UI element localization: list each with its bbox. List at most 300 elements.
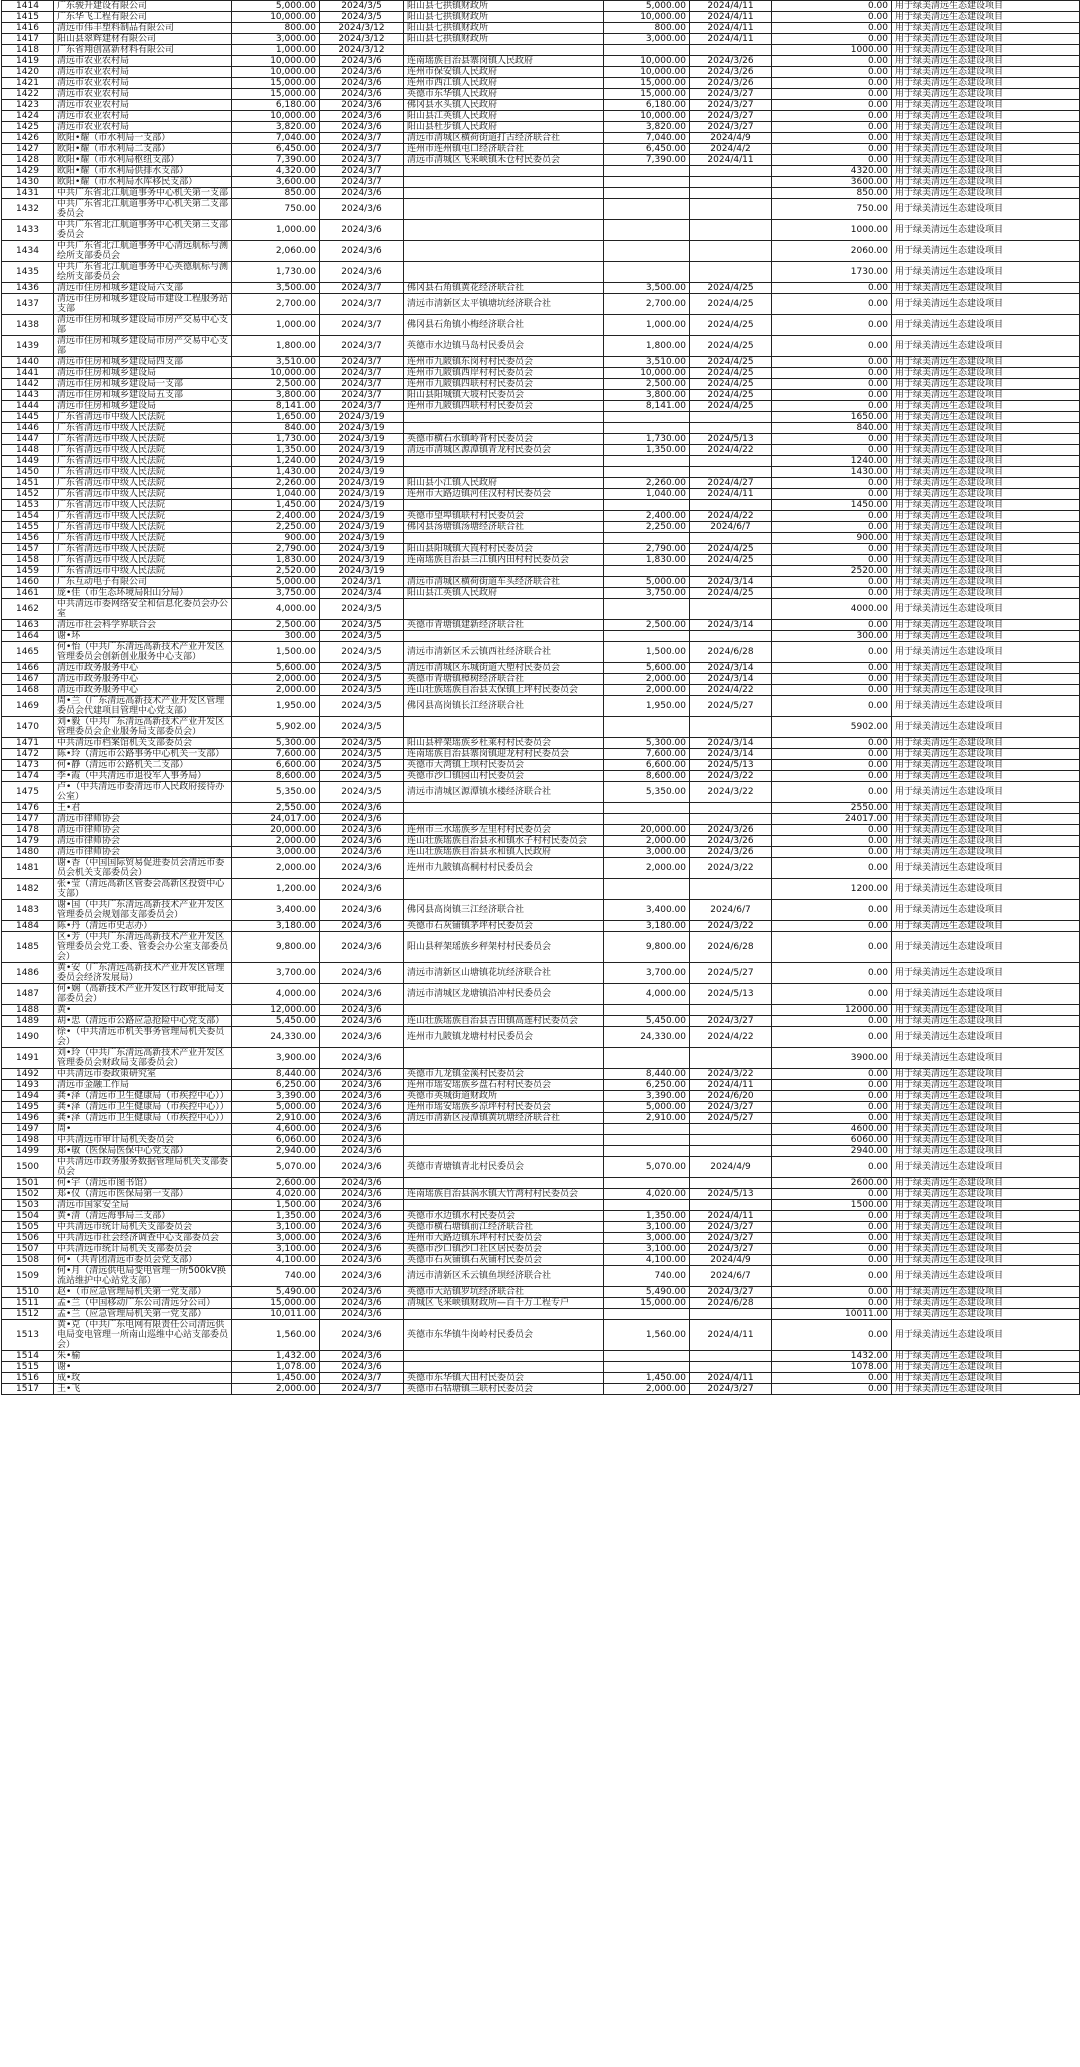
donation-amount-cell: 10,000.00 bbox=[232, 368, 320, 379]
donor-name-cell: 广东省清远市中级人民法院 bbox=[54, 555, 232, 566]
allocation-date-cell: 2024/3/14 bbox=[690, 738, 772, 749]
donor-name-cell: 广东骏升建设有限公司 bbox=[54, 1, 232, 12]
donor-name-cell: 中共广东省北江航道事务中心机关第二支部委员会 bbox=[54, 199, 232, 220]
donor-name-cell: 清远市住房和城乡建设局市房产交易中心支部 bbox=[54, 315, 232, 336]
recipient-cell: 连州市大路边镇东坪村村民委员会 bbox=[404, 1233, 604, 1244]
allocation-date-cell: 2024/3/26 bbox=[690, 847, 772, 858]
table-row bbox=[2, 489, 1080, 500]
allocated-amount-cell: 1,560.00 bbox=[604, 1320, 690, 1351]
purpose-cell: 用于绿美清远生态建设项目 bbox=[892, 631, 1080, 642]
allocation-date-cell: 2024/6/28 bbox=[690, 1298, 772, 1309]
allocation-date-cell: 2024/4/25 bbox=[690, 390, 772, 401]
row-number-cell: 1488 bbox=[2, 1005, 54, 1016]
allocated-amount-cell bbox=[604, 631, 690, 642]
donation-amount-cell: 3,000.00 bbox=[232, 847, 320, 858]
remaining-amount-cell: 0.00 bbox=[772, 685, 892, 696]
purpose-cell: 用于绿美清远生态建设项目 bbox=[892, 984, 1080, 1005]
table-row bbox=[2, 133, 1080, 144]
table-row bbox=[2, 23, 1080, 34]
row-number-cell: 1458 bbox=[2, 555, 54, 566]
row-number-cell: 1498 bbox=[2, 1135, 54, 1146]
allocation-date-cell: 2024/4/11 bbox=[690, 23, 772, 34]
allocated-amount-cell: 8,440.00 bbox=[604, 1069, 690, 1080]
donation-date-cell: 2024/3/19 bbox=[320, 522, 404, 533]
allocated-amount-cell: 3,390.00 bbox=[604, 1091, 690, 1102]
row-number-cell: 1415 bbox=[2, 12, 54, 23]
donation-amount-cell: 1,432.00 bbox=[232, 1351, 320, 1362]
purpose-cell: 用于绿美清远生态建设项目 bbox=[892, 111, 1080, 122]
recipient-cell: 连山壮族瑶族自治县永和镇人民政府 bbox=[404, 847, 604, 858]
table-row bbox=[2, 1351, 1080, 1362]
donation-amount-cell: 1,500.00 bbox=[232, 642, 320, 663]
purpose-cell: 用于绿美清远生态建设项目 bbox=[892, 1298, 1080, 1309]
remaining-amount-cell: 1650.00 bbox=[772, 412, 892, 423]
table-row bbox=[2, 401, 1080, 412]
donation-amount-cell: 15,000.00 bbox=[232, 89, 320, 100]
donation-amount-cell: 15,000.00 bbox=[232, 1298, 320, 1309]
purpose-cell: 用于绿美清远生态建设项目 bbox=[892, 56, 1080, 67]
donor-name-cell: 中共清远市审计局机关委员会 bbox=[54, 1135, 232, 1146]
remaining-amount-cell: 0.00 bbox=[772, 294, 892, 315]
donation-amount-cell: 8,440.00 bbox=[232, 1069, 320, 1080]
donor-name-cell: 谢•环 bbox=[54, 631, 232, 642]
donation-date-cell: 2024/3/19 bbox=[320, 478, 404, 489]
allocated-amount-cell bbox=[604, 500, 690, 511]
donor-name-cell: 中共清远市委政策研究室 bbox=[54, 1069, 232, 1080]
donation-date-cell: 2024/3/7 bbox=[320, 357, 404, 368]
row-number-cell: 1430 bbox=[2, 177, 54, 188]
recipient-cell: 阳山县杜步镇人民政府 bbox=[404, 122, 604, 133]
allocated-amount-cell: 15,000.00 bbox=[604, 1298, 690, 1309]
allocation-date-cell: 2024/4/25 bbox=[690, 283, 772, 294]
allocated-amount-cell: 10,000.00 bbox=[604, 368, 690, 379]
purpose-cell: 用于绿美清远生态建设项目 bbox=[892, 379, 1080, 390]
donor-name-cell: 陈•丹（清远市史志办） bbox=[54, 921, 232, 932]
remaining-amount-cell: 0.00 bbox=[772, 522, 892, 533]
donation-date-cell: 2024/3/6 bbox=[320, 1005, 404, 1016]
table-row bbox=[2, 1233, 1080, 1244]
remaining-amount-cell: 0.00 bbox=[772, 1244, 892, 1255]
recipient-cell: 英德市水边镇马岛村民委员会 bbox=[404, 336, 604, 357]
recipient-cell bbox=[404, 166, 604, 177]
remaining-amount-cell: 0.00 bbox=[772, 555, 892, 566]
remaining-amount-cell: 0.00 bbox=[772, 34, 892, 45]
allocation-date-cell: 2024/5/13 bbox=[690, 434, 772, 445]
recipient-cell: 连州市九陂镇龙塘村村民委员会 bbox=[404, 1027, 604, 1048]
donation-amount-cell: 3,820.00 bbox=[232, 122, 320, 133]
donor-name-cell: 清远市政务服务中心 bbox=[54, 663, 232, 674]
allocation-date-cell bbox=[690, 423, 772, 434]
allocated-amount-cell: 1,800.00 bbox=[604, 336, 690, 357]
donation-amount-cell: 2,940.00 bbox=[232, 1146, 320, 1157]
allocated-amount-cell bbox=[604, 412, 690, 423]
purpose-cell: 用于绿美清远生态建设项目 bbox=[892, 1384, 1080, 1395]
allocated-amount-cell: 20,000.00 bbox=[604, 825, 690, 836]
purpose-cell: 用于绿美清远生态建设项目 bbox=[892, 1320, 1080, 1351]
row-number-cell: 1445 bbox=[2, 412, 54, 423]
purpose-cell: 用于绿美清远生态建设项目 bbox=[892, 1351, 1080, 1362]
row-number-cell: 1486 bbox=[2, 963, 54, 984]
allocated-amount-cell bbox=[604, 1124, 690, 1135]
donor-name-cell: 陈•玲（清远市公路事务中心机关一支部） bbox=[54, 749, 232, 760]
allocated-amount-cell: 1,000.00 bbox=[604, 315, 690, 336]
donor-name-cell: 龚•泽（清远市卫生健康局（市疾控中心）） bbox=[54, 1091, 232, 1102]
purpose-cell: 用于绿美清远生态建设项目 bbox=[892, 357, 1080, 368]
table-row bbox=[2, 1080, 1080, 1091]
table-row bbox=[2, 283, 1080, 294]
row-number-cell: 1457 bbox=[2, 544, 54, 555]
row-number-cell: 1446 bbox=[2, 423, 54, 434]
remaining-amount-cell: 0.00 bbox=[772, 89, 892, 100]
recipient-cell: 清远市清城区源潭镇青龙村民委员会 bbox=[404, 445, 604, 456]
remaining-amount-cell: 0.00 bbox=[772, 858, 892, 879]
donor-name-cell: 中共清远市委网络安全和信息化委员会办公室 bbox=[54, 599, 232, 620]
donation-date-cell: 2024/3/7 bbox=[320, 336, 404, 357]
purpose-cell: 用于绿美清远生态建设项目 bbox=[892, 1113, 1080, 1124]
donation-amount-cell: 6,450.00 bbox=[232, 144, 320, 155]
donation-amount-cell: 4,320.00 bbox=[232, 166, 320, 177]
remaining-amount-cell: 0.00 bbox=[772, 674, 892, 685]
row-number-cell: 1441 bbox=[2, 368, 54, 379]
table-row bbox=[2, 984, 1080, 1005]
table-row bbox=[2, 1027, 1080, 1048]
allocated-amount-cell: 4,100.00 bbox=[604, 1255, 690, 1266]
allocated-amount-cell: 740.00 bbox=[604, 1266, 690, 1287]
table-row bbox=[2, 412, 1080, 423]
donation-date-cell: 2024/3/6 bbox=[320, 1298, 404, 1309]
remaining-amount-cell: 0.00 bbox=[772, 900, 892, 921]
row-number-cell: 1507 bbox=[2, 1244, 54, 1255]
donation-date-cell: 2024/3/7 bbox=[320, 294, 404, 315]
donation-amount-cell: 1,200.00 bbox=[232, 879, 320, 900]
recipient-cell: 清远市清新区浸潭镇黄坑塘经济联合社 bbox=[404, 1113, 604, 1124]
donation-amount-cell: 2,910.00 bbox=[232, 1113, 320, 1124]
donation-date-cell: 2024/3/6 bbox=[320, 89, 404, 100]
purpose-cell: 用于绿美清远生态建设项目 bbox=[892, 782, 1080, 803]
donation-date-cell: 2024/3/5 bbox=[320, 749, 404, 760]
allocation-date-cell bbox=[690, 188, 772, 199]
donation-amount-cell: 2,000.00 bbox=[232, 674, 320, 685]
donor-name-cell: 欧阳•耀（市水利局二支部） bbox=[54, 144, 232, 155]
remaining-amount-cell: 0.00 bbox=[772, 1298, 892, 1309]
donor-name-cell: 清远市住房和城乡建设局市建设工程服务站支部 bbox=[54, 294, 232, 315]
allocated-amount-cell: 8,600.00 bbox=[604, 771, 690, 782]
remaining-amount-cell: 0.00 bbox=[772, 100, 892, 111]
allocation-date-cell: 2024/3/26 bbox=[690, 825, 772, 836]
table-row bbox=[2, 78, 1080, 89]
allocation-date-cell bbox=[690, 631, 772, 642]
recipient-cell bbox=[404, 262, 604, 283]
donor-name-cell: 广东省清远市中级人民法院 bbox=[54, 511, 232, 522]
purpose-cell: 用于绿美清远生态建设项目 bbox=[892, 283, 1080, 294]
table-row bbox=[2, 177, 1080, 188]
recipient-cell: 英德市青塘镇樟树经济联合社 bbox=[404, 674, 604, 685]
donor-name-cell: 黄•清（清远海事局三支部） bbox=[54, 1211, 232, 1222]
donor-name-cell: 李•霞（中共清远市退役军人事务局） bbox=[54, 771, 232, 782]
donor-name-cell: 广东华飞工程有限公司 bbox=[54, 12, 232, 23]
allocation-date-cell: 2024/3/14 bbox=[690, 620, 772, 631]
remaining-amount-cell: 0.00 bbox=[772, 379, 892, 390]
remaining-amount-cell: 0.00 bbox=[772, 12, 892, 23]
donation-amount-cell: 3,750.00 bbox=[232, 588, 320, 599]
row-number-cell: 1487 bbox=[2, 984, 54, 1005]
recipient-cell bbox=[404, 599, 604, 620]
allocated-amount-cell: 2,000.00 bbox=[604, 674, 690, 685]
allocation-date-cell: 2024/3/27 bbox=[690, 1244, 772, 1255]
recipient-cell: 清远市清城区龙塘镇沿冲村民委员会 bbox=[404, 984, 604, 1005]
remaining-amount-cell: 0.00 bbox=[772, 1287, 892, 1298]
donation-date-cell: 2024/3/6 bbox=[320, 78, 404, 89]
allocated-amount-cell bbox=[604, 188, 690, 199]
donation-amount-cell: 1,950.00 bbox=[232, 696, 320, 717]
purpose-cell: 用于绿美清远生态建设项目 bbox=[892, 1048, 1080, 1069]
recipient-cell: 英德市大湾镇上坝村民委员会 bbox=[404, 760, 604, 771]
remaining-amount-cell: 0.00 bbox=[772, 1080, 892, 1091]
remaining-amount-cell: 0.00 bbox=[772, 1091, 892, 1102]
donation-date-cell: 2024/3/19 bbox=[320, 489, 404, 500]
allocation-date-cell: 2024/5/27 bbox=[690, 1113, 772, 1124]
donor-name-cell: 周•兰（广东清远高新技术产业开发区管理委员会代建项目管理中心党支部） bbox=[54, 696, 232, 717]
donation-amount-cell: 5,000.00 bbox=[232, 1, 320, 12]
allocated-amount-cell: 1,040.00 bbox=[604, 489, 690, 500]
donation-amount-cell: 3,000.00 bbox=[232, 34, 320, 45]
row-number-cell: 1513 bbox=[2, 1320, 54, 1351]
donation-amount-cell: 1,450.00 bbox=[232, 1373, 320, 1384]
row-number-cell: 1515 bbox=[2, 1362, 54, 1373]
recipient-cell bbox=[404, 879, 604, 900]
table-row bbox=[2, 620, 1080, 631]
donor-name-cell: 龚•泽（清远市卫生健康局（市疾控中心）） bbox=[54, 1102, 232, 1113]
purpose-cell: 用于绿美清远生态建设项目 bbox=[892, 1080, 1080, 1091]
table-row bbox=[2, 522, 1080, 533]
donation-date-cell: 2024/3/6 bbox=[320, 858, 404, 879]
allocated-amount-cell: 7,600.00 bbox=[604, 749, 690, 760]
table-row bbox=[2, 631, 1080, 642]
allocated-amount-cell bbox=[604, 199, 690, 220]
remaining-amount-cell: 2600.00 bbox=[772, 1178, 892, 1189]
donation-date-cell: 2024/3/7 bbox=[320, 1384, 404, 1395]
purpose-cell: 用于绿美清远生态建设项目 bbox=[892, 478, 1080, 489]
recipient-cell: 清远市清新区禾云镇鱼坝经济联合社 bbox=[404, 1266, 604, 1287]
row-number-cell: 1423 bbox=[2, 100, 54, 111]
allocation-date-cell: 2024/4/9 bbox=[690, 133, 772, 144]
remaining-amount-cell: 0.00 bbox=[772, 122, 892, 133]
allocated-amount-cell: 10,000.00 bbox=[604, 67, 690, 78]
remaining-amount-cell: 0.00 bbox=[772, 368, 892, 379]
donor-name-cell: 广东省清远市中级人民法院 bbox=[54, 478, 232, 489]
allocation-date-cell: 2024/6/7 bbox=[690, 900, 772, 921]
row-number-cell: 1436 bbox=[2, 283, 54, 294]
donation-date-cell: 2024/3/19 bbox=[320, 412, 404, 423]
row-number-cell: 1509 bbox=[2, 1266, 54, 1287]
allocated-amount-cell: 3,400.00 bbox=[604, 900, 690, 921]
allocated-amount-cell bbox=[604, 879, 690, 900]
purpose-cell: 用于绿美清远生态建设项目 bbox=[892, 1244, 1080, 1255]
row-number-cell: 1422 bbox=[2, 89, 54, 100]
allocation-date-cell bbox=[690, 814, 772, 825]
donation-amount-cell: 24,017.00 bbox=[232, 814, 320, 825]
allocation-date-cell: 2024/4/25 bbox=[690, 588, 772, 599]
table-row bbox=[2, 771, 1080, 782]
purpose-cell: 用于绿美清远生态建设项目 bbox=[892, 1091, 1080, 1102]
table-row bbox=[2, 555, 1080, 566]
remaining-amount-cell: 0.00 bbox=[772, 696, 892, 717]
row-number-cell: 1465 bbox=[2, 642, 54, 663]
donor-name-cell: 广东省清远市中级人民法院 bbox=[54, 412, 232, 423]
row-number-cell: 1511 bbox=[2, 1298, 54, 1309]
purpose-cell: 用于绿美清远生态建设项目 bbox=[892, 771, 1080, 782]
allocated-amount-cell bbox=[604, 45, 690, 56]
allocated-amount-cell: 1,350.00 bbox=[604, 1211, 690, 1222]
purpose-cell: 用于绿美清远生态建设项目 bbox=[892, 1069, 1080, 1080]
row-number-cell: 1460 bbox=[2, 577, 54, 588]
allocated-amount-cell: 15,000.00 bbox=[604, 89, 690, 100]
donation-amount-cell: 3,400.00 bbox=[232, 900, 320, 921]
row-number-cell: 1433 bbox=[2, 220, 54, 241]
recipient-cell bbox=[404, 1309, 604, 1320]
purpose-cell: 用于绿美清远生态建设项目 bbox=[892, 749, 1080, 760]
recipient-cell: 连南瑶族自治县涡水镇大竹湾村村民委员会 bbox=[404, 1189, 604, 1200]
donation-amount-cell: 3,500.00 bbox=[232, 283, 320, 294]
recipient-cell: 连州市九陂镇西岸村村民委员会 bbox=[404, 368, 604, 379]
donation-date-cell: 2024/3/5 bbox=[320, 631, 404, 642]
recipient-cell: 阳山县七拱镇财政所 bbox=[404, 34, 604, 45]
donation-amount-cell: 2,400.00 bbox=[232, 511, 320, 522]
table-row bbox=[2, 1362, 1080, 1373]
donation-amount-cell: 2,060.00 bbox=[232, 241, 320, 262]
remaining-amount-cell: 0.00 bbox=[772, 111, 892, 122]
recipient-cell: 佛冈县高岗镇长江经济联合社 bbox=[404, 696, 604, 717]
purpose-cell: 用于绿美清远生态建设项目 bbox=[892, 445, 1080, 456]
donation-date-cell: 2024/3/5 bbox=[320, 771, 404, 782]
table-row bbox=[2, 199, 1080, 220]
table-row bbox=[2, 900, 1080, 921]
allocated-amount-cell: 1,500.00 bbox=[604, 642, 690, 663]
donor-name-cell: 黄•安（广东清远高新技术产业开发区管理委员会经济发展局） bbox=[54, 963, 232, 984]
remaining-amount-cell: 0.00 bbox=[772, 642, 892, 663]
allocation-date-cell: 2024/3/14 bbox=[690, 674, 772, 685]
row-number-cell: 1476 bbox=[2, 803, 54, 814]
recipient-cell bbox=[404, 177, 604, 188]
purpose-cell: 用于绿美清远生态建设项目 bbox=[892, 89, 1080, 100]
remaining-amount-cell: 3600.00 bbox=[772, 177, 892, 188]
row-number-cell: 1483 bbox=[2, 900, 54, 921]
row-number-cell: 1459 bbox=[2, 566, 54, 577]
allocated-amount-cell bbox=[604, 1048, 690, 1069]
purpose-cell: 用于绿美清远生态建设项目 bbox=[892, 696, 1080, 717]
remaining-amount-cell: 300.00 bbox=[772, 631, 892, 642]
table-row bbox=[2, 368, 1080, 379]
donation-date-cell: 2024/3/6 bbox=[320, 241, 404, 262]
recipient-cell: 阳山县七拱镇财政所 bbox=[404, 12, 604, 23]
donation-date-cell: 2024/3/6 bbox=[320, 122, 404, 133]
row-number-cell: 1452 bbox=[2, 489, 54, 500]
allocation-date-cell bbox=[690, 1351, 772, 1362]
purpose-cell: 用于绿美清远生态建设项目 bbox=[892, 78, 1080, 89]
purpose-cell: 用于绿美清远生态建设项目 bbox=[892, 1200, 1080, 1211]
row-number-cell: 1477 bbox=[2, 814, 54, 825]
donation-amount-cell: 5,902.00 bbox=[232, 717, 320, 738]
remaining-amount-cell: 1450.00 bbox=[772, 500, 892, 511]
row-number-cell: 1439 bbox=[2, 336, 54, 357]
row-number-cell: 1444 bbox=[2, 401, 54, 412]
table-row bbox=[2, 434, 1080, 445]
table-row bbox=[2, 1157, 1080, 1178]
purpose-cell: 用于绿美清远生态建设项目 bbox=[892, 1233, 1080, 1244]
donation-date-cell: 2024/3/5 bbox=[320, 685, 404, 696]
donation-amount-cell: 1,078.00 bbox=[232, 1362, 320, 1373]
recipient-cell: 清远市清城区飞来峡镇禾仓村民委员会 bbox=[404, 155, 604, 166]
remaining-amount-cell: 0.00 bbox=[772, 1, 892, 12]
allocated-amount-cell: 3,180.00 bbox=[604, 921, 690, 932]
donor-name-cell: 清远市律师协会 bbox=[54, 825, 232, 836]
recipient-cell: 清远市清城区横荷街道打古经济联合社 bbox=[404, 133, 604, 144]
donation-date-cell: 2024/3/6 bbox=[320, 900, 404, 921]
purpose-cell: 用于绿美清远生态建设项目 bbox=[892, 760, 1080, 771]
donation-date-cell: 2024/3/7 bbox=[320, 390, 404, 401]
allocation-date-cell: 2024/4/11 bbox=[690, 1080, 772, 1091]
purpose-cell: 用于绿美清远生态建设项目 bbox=[892, 879, 1080, 900]
donor-name-cell: 张•莹（清远高新区管委会高新区投资中心支部） bbox=[54, 879, 232, 900]
donation-date-cell: 2024/3/6 bbox=[320, 67, 404, 78]
row-number-cell: 1493 bbox=[2, 1080, 54, 1091]
donor-name-cell: 中共广东省北江航道事务中心清远航标与测绘所支部委员会 bbox=[54, 241, 232, 262]
row-number-cell: 1490 bbox=[2, 1027, 54, 1048]
recipient-cell: 连州市瑶安瑶族乡凉坪村村民委员会 bbox=[404, 1102, 604, 1113]
allocated-amount-cell: 7,390.00 bbox=[604, 155, 690, 166]
recipient-cell: 连州市连州镇屯口经济联合社 bbox=[404, 144, 604, 155]
donor-name-cell: 清远市住房和城乡建设局 bbox=[54, 368, 232, 379]
donor-name-cell: 龚•泽（清远市卫生健康局（市疾控中心）） bbox=[54, 1113, 232, 1124]
purpose-cell: 用于绿美清远生态建设项目 bbox=[892, 642, 1080, 663]
row-number-cell: 1473 bbox=[2, 760, 54, 771]
allocation-date-cell: 2024/5/13 bbox=[690, 1189, 772, 1200]
allocated-amount-cell bbox=[604, 566, 690, 577]
donation-amount-cell: 1,000.00 bbox=[232, 315, 320, 336]
table-row bbox=[2, 1102, 1080, 1113]
remaining-amount-cell: 0.00 bbox=[772, 771, 892, 782]
purpose-cell: 用于绿美清远生态建设项目 bbox=[892, 836, 1080, 847]
donor-name-cell: 广东省清远市中级人民法院 bbox=[54, 467, 232, 478]
donation-amount-cell: 7,040.00 bbox=[232, 133, 320, 144]
allocated-amount-cell bbox=[604, 717, 690, 738]
donation-date-cell: 2024/3/5 bbox=[320, 1, 404, 12]
allocated-amount-cell: 3,000.00 bbox=[604, 1233, 690, 1244]
allocation-date-cell: 2024/5/13 bbox=[690, 984, 772, 1005]
recipient-cell bbox=[404, 1135, 604, 1146]
donation-date-cell: 2024/3/5 bbox=[320, 674, 404, 685]
table-row bbox=[2, 56, 1080, 67]
table-row bbox=[2, 511, 1080, 522]
donation-table bbox=[1, 0, 1080, 1395]
donor-name-cell: 庞•佳（市生态环境局阳山分局） bbox=[54, 588, 232, 599]
table-row bbox=[2, 566, 1080, 577]
remaining-amount-cell: 0.00 bbox=[772, 478, 892, 489]
table-row bbox=[2, 445, 1080, 456]
donor-name-cell: 谢•国（中共广东清远高新技术产业开发区管理委员会规划部支部委员会） bbox=[54, 900, 232, 921]
table-row bbox=[2, 122, 1080, 133]
donation-date-cell: 2024/3/6 bbox=[320, 1157, 404, 1178]
remaining-amount-cell: 0.00 bbox=[772, 357, 892, 368]
table-row bbox=[2, 1384, 1080, 1395]
allocation-date-cell: 2024/4/22 bbox=[690, 511, 772, 522]
allocation-date-cell: 2024/4/22 bbox=[690, 445, 772, 456]
allocation-date-cell: 2024/6/7 bbox=[690, 1266, 772, 1287]
purpose-cell: 用于绿美清远生态建设项目 bbox=[892, 932, 1080, 963]
table-row bbox=[2, 467, 1080, 478]
remaining-amount-cell: 1500.00 bbox=[772, 1200, 892, 1211]
purpose-cell: 用于绿美清远生态建设项目 bbox=[892, 67, 1080, 78]
